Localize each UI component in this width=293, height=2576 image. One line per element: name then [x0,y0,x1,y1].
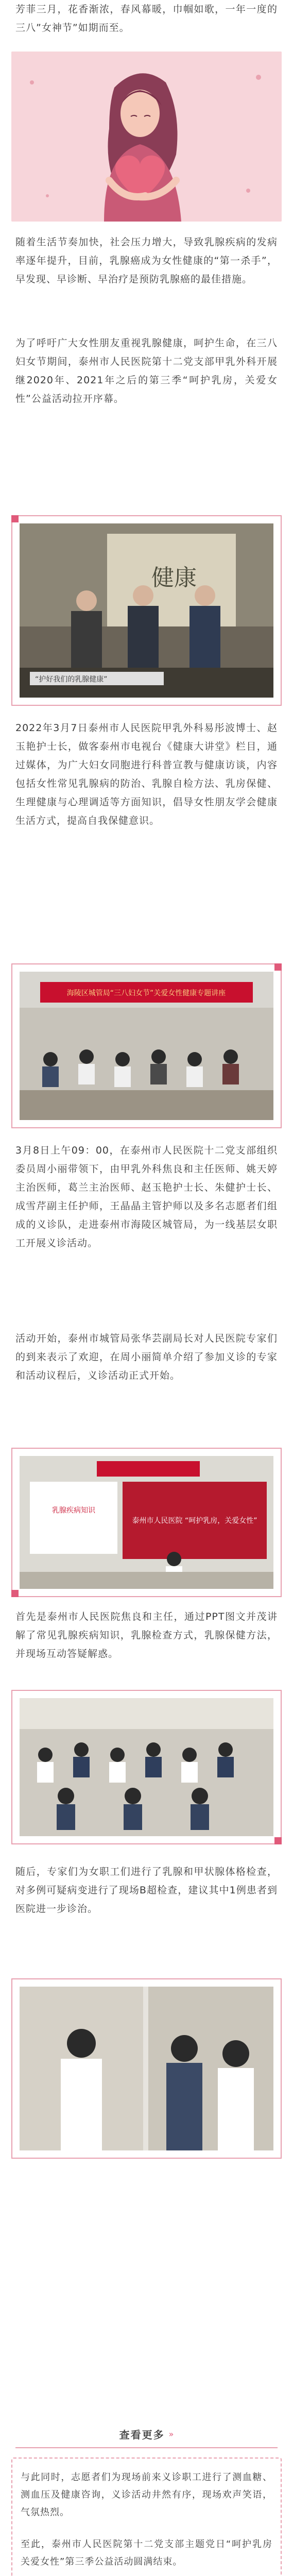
photo-tv-interview [20,523,273,698]
photo-examination-frame [11,1978,282,2159]
photo-audience-frame [11,1690,282,1844]
frame-corner-decoration [11,515,19,522]
photo-tv-interview-frame [11,515,282,706]
paragraph-volunteer-clinic: 3月8日上午09：00，在泰州市人民医院十二党支部组织委员周小丽带领下，由甲乳外科焦良和主任医师、姚天婷主治医师，葛兰主治医师、赵玉艳护士长、朱健护士长、成雪芹副主任护师，王晶晶主管护师以及多名志愿者们组成的义诊队，走进泰州市海陵区城管局，为一线基层女职工开展义诊活动。 [15,1145,278,1249]
summary-box [11,2458,282,2576]
lecture-banner-text: 海陵区城管局“三八妇女节”关爱女性健康专题讲座 [66,989,226,997]
paragraph-activity-launch: 为了呼吁广大女性朋友重视乳腺健康，呵护生命，在三八妇女节期间，泰州市人民医院第十二党支部甲乳外科开展继2020年、2021年之后的第三季“呵护乳房，关爱女性”公益活动拉开序幕。 [15,337,278,404]
section-divider [15,2447,278,2448]
intro-paragraph: 芳菲三月，花香渐浓，春风幕暖，巾帼如歌，一年一度的三八”女神节”如期而至。 [15,4,278,33]
frame-corner-decoration [274,1837,282,1844]
photo-presentation-frame [11,1448,282,1597]
slide-title-text: 乳腺疾病知识 [52,1506,95,1515]
hero-illustration [11,52,282,222]
double-chevron-icon: » [168,2429,174,2439]
photo-lecture-hall [20,972,273,1120]
paragraph-breast-disease-risk: 随着生活节奏加快，社会压力增大，导致乳腺疾病的发病率逐年提升，目前，乳腺癌成为女性健康的“第一杀手”，早发现、早诊断、早治疗是预防乳腺癌的最佳措施。 [15,236,278,285]
summary-paragraph-2: 至此，泰州市人民医院第十二党支部主题党日“呵护乳房 关爱女性”第三季公益活动圆满结束。 [21,2539,272,2567]
tv-backdrop-text: 健康 [151,565,197,591]
paragraph-examination: 随后，专家们为女职工们进行了乳腺和甲状腺体格检查，对多例可疑病变进行了现场B超检查，建议其中1例患者到医院进一步诊治。 [15,1866,278,1914]
woman-hugging-heart-illustration [11,52,282,222]
frame-corner-decoration [11,1590,19,1597]
photo-lecture-frame [11,963,282,1128]
frame-corner-decoration [274,963,282,971]
photo-presentation [20,1456,273,1589]
clinic-banner-text: 泰州市人民医院 “呵护乳房，关爱女性” [132,1517,257,1525]
tv-caption-text: “护好我们的乳腺健康” [35,675,108,684]
view-more-label: 查看更多 [119,2428,165,2441]
photo-audience [20,1698,273,1836]
paragraph-opening: 活动开始，泰州市城管局张华芸副局长对人民医院专家们的到来表示了欢迎，在周小丽简单介绍了参加义诊的专家和活动议程后，义诊活动正式开始。 [15,1333,278,1381]
summary-paragraph-1: 与此同时，志愿者们为现场前来义诊职工进行了测血糖、测血压及健康咨询，义诊活动井然有序，现场欢声笑语，气氛热烈。 [21,2472,272,2518]
photo-examination [20,1987,273,2150]
paragraph-lecture: 首先是泰州市人民医院焦良和主任，通过PPT图文并茂讲解了常见乳腺疾病知识，乳腺检查方式，乳腺保健方法，并现场互动答疑解惑。 [15,1611,278,1659]
paragraph-tv-program: 2022年3月7日泰州市人民医院甲乳外科易彤波博士、赵玉艳护士长，做客泰州市电视台《健康大讲堂》栏目，通过媒体，为广大妇女同胞进行科普宣教与健康访谈，内容包括女性常见乳腺病的防治、乳腺自检方法、乳房保健、生理健康与心理调适等方面知识，倡导女性朋友学会健康生活方式，提高自我保健意识。 [15,722,278,826]
view-more-link[interactable] [0,2424,293,2444]
